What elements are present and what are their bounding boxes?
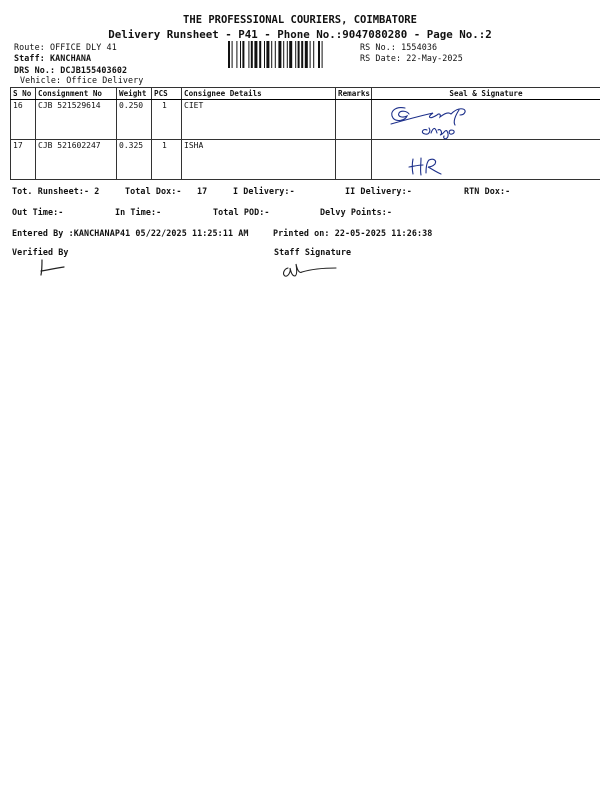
total-dox-label: Total Dox:-	[125, 186, 182, 196]
cell-remarks	[336, 140, 372, 180]
staff-signature-image	[278, 258, 348, 282]
col-seal-header: Seal & Signature	[372, 88, 600, 100]
col-pcs-header: PCS	[152, 88, 182, 100]
staff-signature-label: Staff Signature	[274, 247, 352, 257]
rs-date: RS Date: 22-May-2025	[360, 53, 463, 63]
verified-by-signature-image	[36, 258, 76, 278]
cell-consignment: CJB 521602247	[36, 140, 117, 180]
cell-remarks	[336, 100, 372, 140]
col-remarks-header: Remarks	[336, 88, 372, 100]
handwritten-signature-elango-image	[385, 100, 480, 142]
col-weight-header: Weight	[117, 88, 152, 100]
i-delivery-label: I Delivery:-	[233, 186, 295, 196]
in-time-label: In Time:-	[115, 207, 162, 217]
handwritten-initials-hr-image	[405, 153, 450, 179]
runsheet-table	[10, 87, 600, 180]
total-pod-label: Total POD:-	[213, 207, 270, 217]
route-label: Route: OFFICE DLY 41	[14, 42, 117, 52]
ii-delivery-label: II Delivery:-	[345, 186, 412, 196]
drs-number: DRS No.: DCJB155403602	[14, 65, 128, 75]
cell-sno: 17	[11, 140, 36, 180]
cell-sno: 16	[11, 100, 36, 140]
vehicle-label: Vehicle: Office Delivery	[20, 75, 144, 85]
cell-weight: 0.325	[117, 140, 152, 180]
table-row	[11, 100, 600, 140]
cell-pcs: 1	[152, 140, 182, 180]
printed-on: Printed on: 22-05-2025 11:26:38	[273, 228, 433, 238]
cell-consignment: CJB 521529614	[36, 100, 117, 140]
delvy-points-label: Delvy Points:-	[320, 207, 392, 217]
cell-consignee: ISHA	[182, 140, 336, 180]
runsheet-title: Delivery Runsheet - P41 - Phone No.:9047080280 - Page No.:2	[108, 28, 492, 41]
out-time-label: Out Time:-	[12, 207, 64, 217]
cell-weight: 0.250	[117, 100, 152, 140]
barcode-image	[228, 41, 348, 68]
total-dox-value: 17	[197, 186, 208, 196]
entered-by: Entered By :KANCHANAP41 05/22/2025 11:25:11 AM	[12, 228, 249, 238]
cell-consignee: CIET	[182, 100, 336, 140]
col-consignee-header: Consignee Details	[182, 88, 336, 100]
company-name: THE PROFESSIONAL COURIERS, COIMBATORE	[183, 14, 417, 26]
col-consignment-header: Consignment No	[36, 88, 117, 100]
table-row	[11, 140, 600, 180]
rtn-dox-label: RTN Dox:-	[464, 186, 511, 196]
cell-pcs: 1	[152, 100, 182, 140]
rs-number: RS No.: 1554036	[360, 42, 438, 52]
staff-label: Staff: KANCHANA	[14, 53, 92, 63]
col-sno-header: S No	[11, 88, 36, 100]
verified-by-label: Verified By	[12, 247, 69, 257]
total-runsheet: Tot. Runsheet:- 2	[12, 186, 100, 196]
table-header-row	[11, 88, 600, 100]
